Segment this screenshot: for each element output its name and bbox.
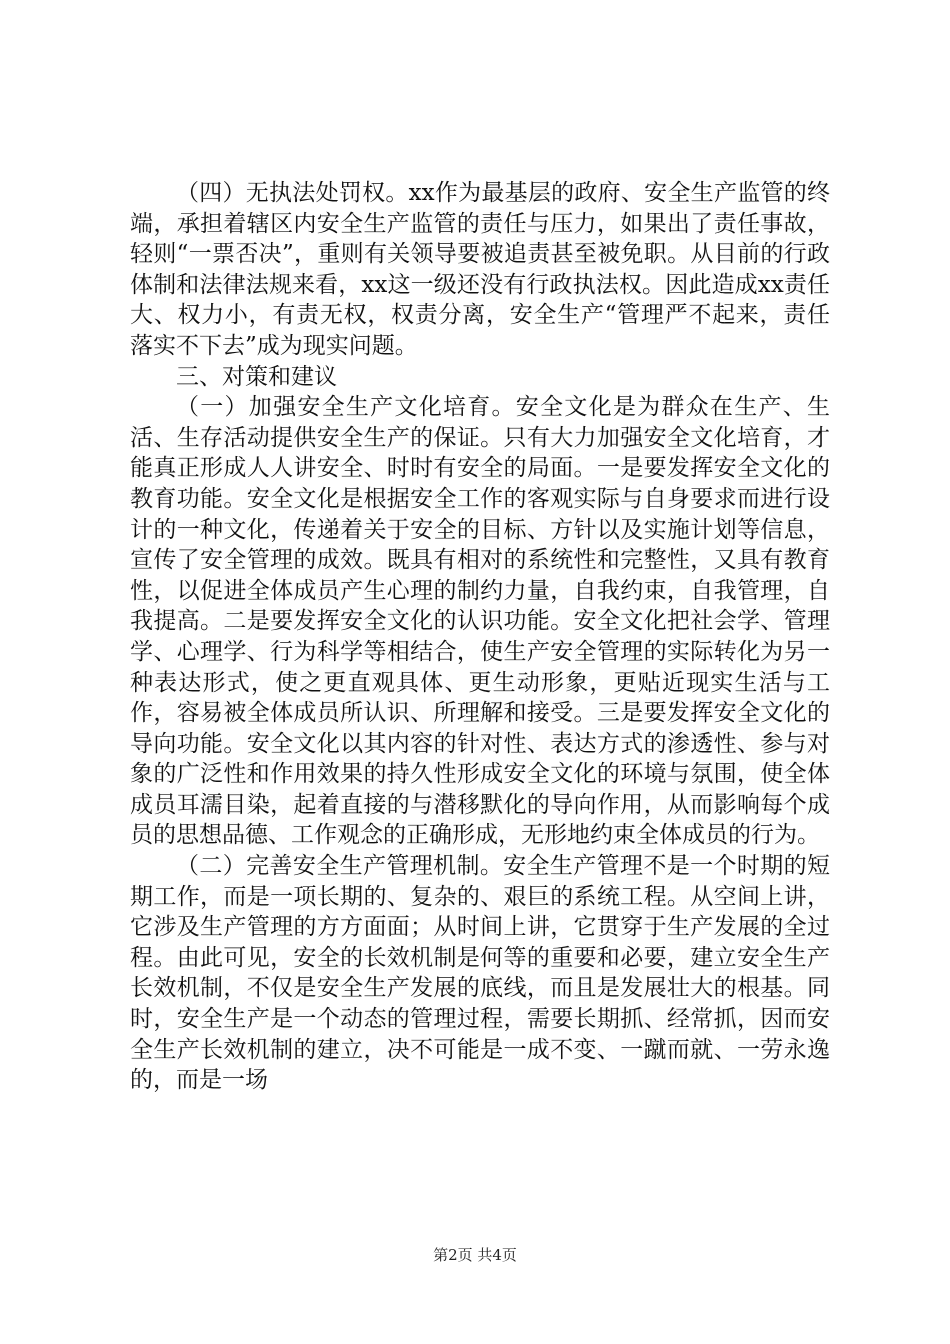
- paragraph-safety-culture: （一）加强安全生产文化培育。安全文化是为群众在生产、生活、生存活动提供安全生产的保证。只有大力加强安全文化培育，才能真正形成人人讲安全、时时有安全的局面。一是要发挥安全文化的教育功能。安全文化是根据安全工作的客观实际与自身要求而进行设计的一种文化，传递着关于安全的目标、方针以及实施计划等信息，宣传了安全管理的成效。既具有相对的系统性和完整性，又具有教育性，以促进全体成员产生心理的制约力量，自我约束，自我管理，自我提高。二是要发挥安全文化的认识功能。安全文化把社会学、管理学、心理学、行为科学等相结合，使生产安全管理的实际转化为另一种表达形式，使之更直观具体、更生动形象，更贴近现实生活与工作，容易被全体成员所认识、所理解和接受。三是要发挥安全文化的导向功能。安全文化以其内容的针对性、表达方式的渗透性、参与对象的广泛性和作用效果的持久性形成安全文化的环境与氛围，使全体成员耳濡目染，起着直接的与潜移默化的导向作用，从而影响每个成员的思想品德、工作观念的正确形成，无形地约束全体成员的行为。: [130, 394, 830, 849]
- paragraph-no-enforcement-power: （四）无执法处罚权。xx作为最基层的政府、安全生产监管的终端，承担着辖区内安全生产监管的责任与压力，如果出了责任事故，轻则“一票否决”，重则有关领导要被追责甚至被免职。从目前的行政体制和法律法规来看，xx这一级还没有行政执法权。因此造成xx责任大、权力小，有责无权，权责分离，安全生产“管理严不起来，责任落实不下去”成为现实问题。: [130, 180, 830, 359]
- document-body: [130, 178, 830, 1096]
- section-heading-countermeasures: 三、对策和建议: [176, 363, 337, 390]
- page-footer: 第2页 共4页: [433, 1246, 517, 1264]
- paragraph-management-mechanism: （二）完善安全生产管理机制。安全生产管理不是一个时期的短期工作，而是一项长期的、复杂的、艰巨的系统工程。从空间上讲，它涉及生产管理的方方面面；从时间上讲，它贯穿于生产发展的全过程。由此可见，安全的长效机制是何等的重要和必要，建立安全生产长效机制，不仅是安全生产发展的底线，而且是发展壮大的根基。同时，安全生产是一个动态的管理过程，需要长期抓、经常抓，因而安全生产长效机制的建立，决不可能是一成不变、一蹴而就、一劳永逸的，而是一场: [130, 853, 830, 1094]
